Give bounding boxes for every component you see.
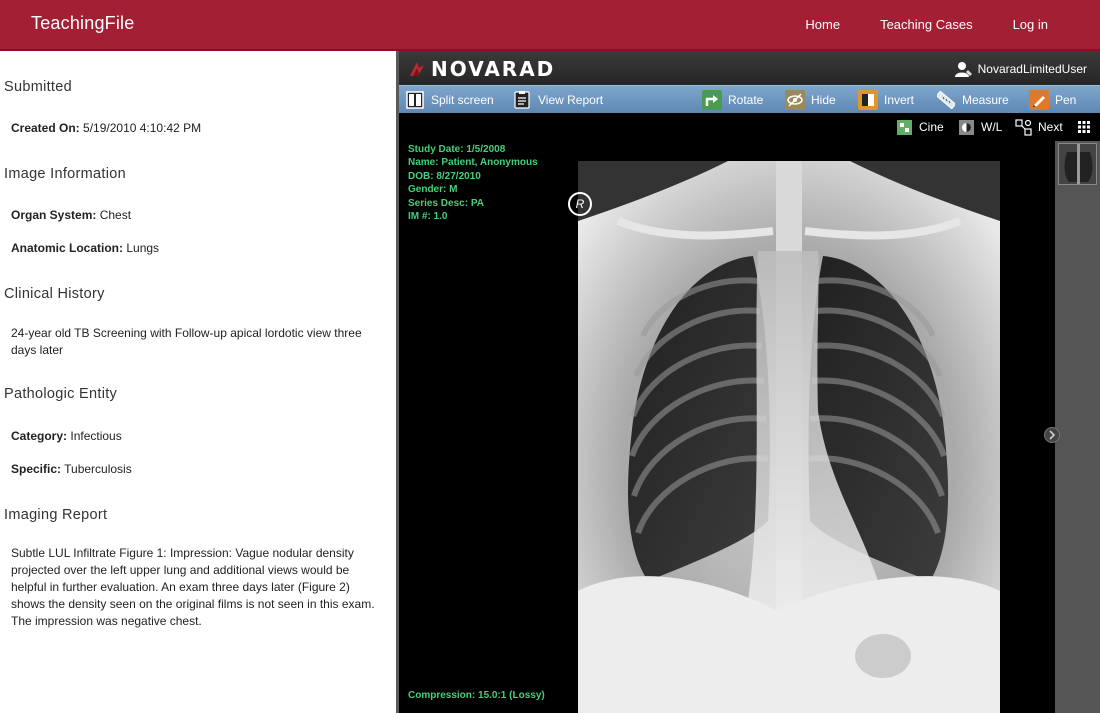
rotate-icon <box>702 90 722 110</box>
cine-button[interactable] <box>895 117 944 137</box>
viewer-header <box>399 51 1100 85</box>
hide-eye-icon <box>785 90 805 110</box>
organ-system-label: Organ System: <box>11 208 97 222</box>
nav-link-home[interactable]: Home <box>805 17 841 32</box>
invert-icon <box>858 90 878 110</box>
specific-field <box>11 462 132 476</box>
window-level-button[interactable] <box>957 117 1002 137</box>
chest-xray-image[interactable] <box>578 161 1000 713</box>
overlay-series: Series Desc: PA <box>408 197 484 209</box>
overlay-study-date: Study Date: 1/5/2008 <box>408 144 506 155</box>
nav-link-teaching-cases[interactable]: Teaching Cases <box>880 17 973 32</box>
top-nav <box>0 0 1100 51</box>
ruler-icon <box>936 90 956 110</box>
thumbnail-image[interactable] <box>1058 143 1097 185</box>
rotate-button[interactable] <box>702 89 763 111</box>
overlay-compression: Compression: 15.0:1 (Lossy) <box>408 690 545 701</box>
category-value: Infectious <box>70 429 122 443</box>
category-label: Category: <box>11 429 68 443</box>
invert-button[interactable] <box>858 89 914 111</box>
chest-xray-graphic <box>578 161 1000 713</box>
image-viewer <box>396 51 1100 713</box>
viewer-toolbar <box>399 85 1100 113</box>
nav-links <box>805 0 1100 49</box>
novarad-mark-icon <box>407 59 427 79</box>
pen-label: Pen <box>1055 93 1077 107</box>
invert-label: Invert <box>884 93 915 107</box>
created-on-field <box>11 121 201 135</box>
organ-system-field <box>11 208 131 222</box>
view-report-button[interactable] <box>512 89 603 111</box>
category-field <box>11 429 122 443</box>
clinical-history-heading: Clinical History <box>4 286 105 302</box>
view-report-label: View Report <box>538 93 604 107</box>
overlay-dob: DOB: 8/27/2010 <box>408 170 481 182</box>
viewer-toolbar-secondary <box>399 113 1100 140</box>
grid-layout-button[interactable] <box>1075 117 1099 137</box>
novarad-wordmark: NOVARAD <box>431 57 556 81</box>
overlay-gender: Gender: M <box>408 184 458 196</box>
specific-value: Tuberculosis <box>64 462 132 476</box>
username: NovaradLimitedUser <box>977 62 1087 76</box>
measure-label: Measure <box>962 93 1009 107</box>
dicom-overlay <box>408 143 538 223</box>
split-screen-icon <box>405 90 425 110</box>
hide-label: Hide <box>811 93 836 107</box>
organ-system-value: Chest <box>99 208 132 222</box>
imaging-report-heading: Imaging Report <box>4 507 108 523</box>
split-screen-button[interactable] <box>405 89 494 111</box>
imaging-report-text: Subtle LUL Infiltrate Figure 1: Impression: Vague nodular density projected over the left upper lung and additional views would be helpful in further evaluation. An exam three days later (Figure 2) shows the density seen on the original films is not seen in this exam. The impression was negative chest. <box>11 546 375 628</box>
status-heading: Submitted <box>4 79 72 95</box>
next-icon <box>1014 118 1032 136</box>
nav-link-login[interactable]: Log in <box>1012 17 1048 32</box>
expand-thumbnails-icon[interactable] <box>1044 427 1060 443</box>
anatomic-location-value: Lungs <box>126 241 160 255</box>
cine-icon <box>895 118 913 136</box>
thumbnail-strip <box>1055 141 1100 713</box>
overlay-image-number: IM #: 1.0 <box>408 211 448 223</box>
user-icon <box>955 61 973 77</box>
image-information-heading: Image Information <box>4 166 126 182</box>
specific-label: Specific: <box>11 462 62 476</box>
grid-icon <box>1075 118 1093 136</box>
next-button[interactable] <box>1014 117 1063 137</box>
hide-button[interactable] <box>785 89 836 111</box>
user-menu[interactable] <box>955 61 1087 77</box>
anatomic-location-field <box>11 241 159 255</box>
overlay-name: Name: Patient, Anonymous <box>408 157 538 169</box>
orientation-marker: R <box>568 192 592 216</box>
created-on-value: 5/19/2010 4:10:42 PM <box>83 121 202 135</box>
pathologic-entity-heading: Pathologic Entity <box>4 386 118 402</box>
pen-button[interactable] <box>1029 89 1076 111</box>
case-details-panel <box>0 51 396 713</box>
window-level-label: W/L <box>981 120 1003 134</box>
measure-button[interactable] <box>936 89 1009 111</box>
window-level-icon <box>957 118 975 136</box>
created-on-label: Created On: <box>11 121 80 135</box>
report-icon <box>512 90 532 110</box>
cine-label: Cine <box>919 120 944 134</box>
split-screen-label: Split screen <box>431 93 494 107</box>
next-label: Next <box>1038 120 1063 134</box>
anatomic-location-label: Anatomic Location: <box>11 241 124 255</box>
pen-icon <box>1029 90 1049 110</box>
brand-logo[interactable]: TeachingFile <box>31 13 135 33</box>
rotate-label: Rotate <box>728 93 764 107</box>
clinical-history-text: 24-year old TB Screening with Follow-up apical lordotic view three days later <box>11 326 362 357</box>
novarad-logo <box>407 57 555 81</box>
